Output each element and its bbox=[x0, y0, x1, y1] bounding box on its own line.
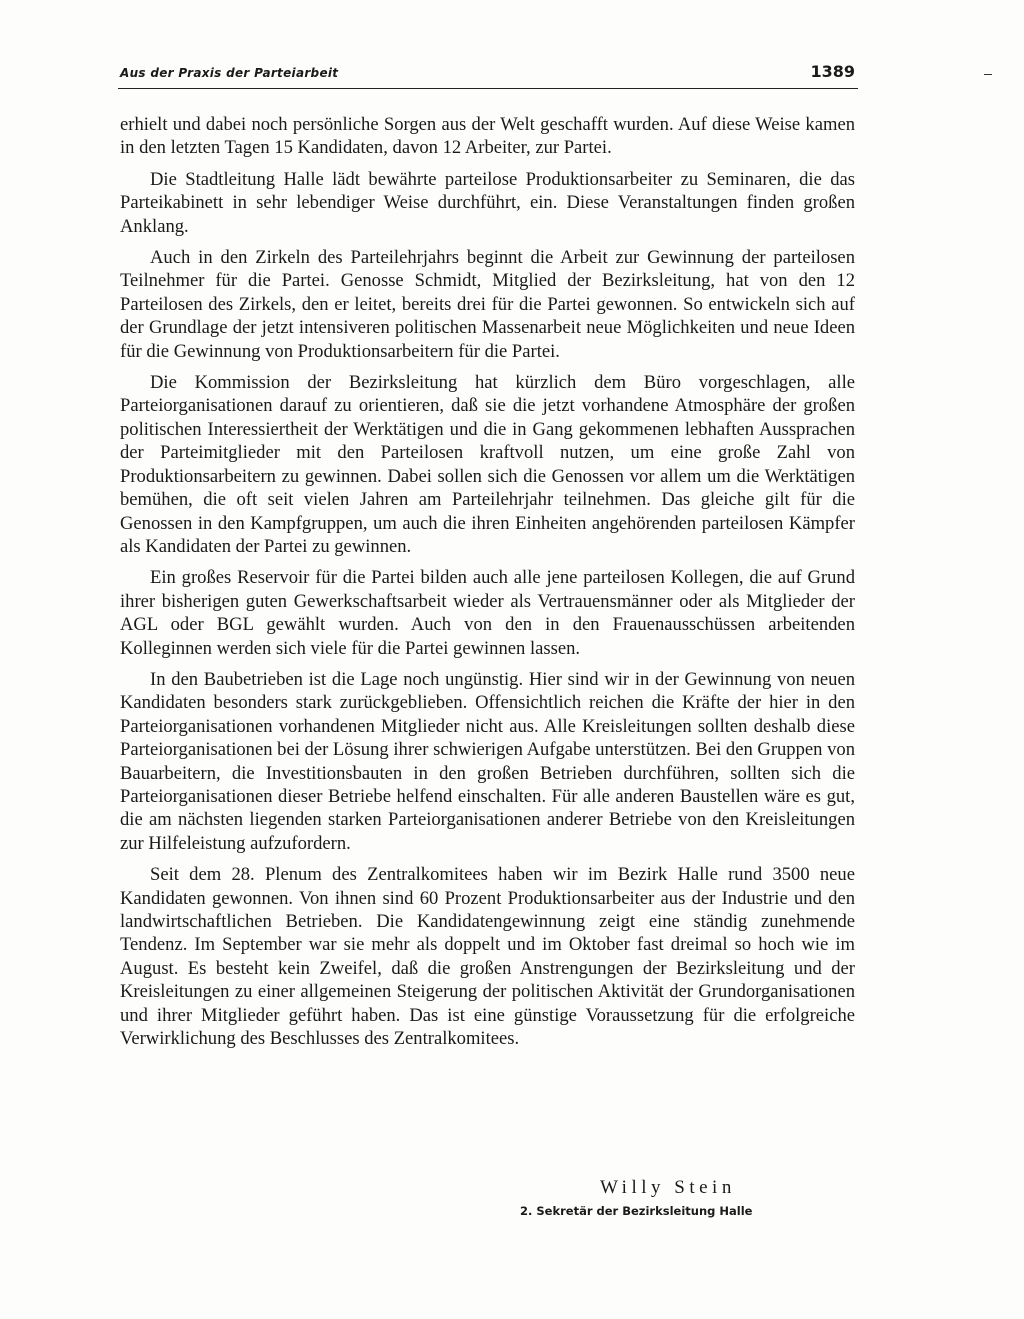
page-number: 1389 bbox=[810, 62, 855, 81]
margin-mark bbox=[984, 74, 992, 75]
paragraph: Ein großes Reservoir für die Partei bilden auch alle jene parteilosen Kollegen, die auf Grund ihrer bisherigen guten Gewerkschaftsarbeit wieder als Vertrauensmänner oder als Mitglieder der AGL oder BGL gewählt wurden. Auch von den in den Frauenausschüssen arbeitenden Kolleginnen werden sich viele für die Partei gewinnen lassen. bbox=[120, 567, 855, 659]
author-role: 2. Sekretär der Bezirksleitung Halle bbox=[520, 1204, 753, 1218]
article-body bbox=[120, 113, 855, 1058]
author-signature: Willy Stein bbox=[600, 1177, 736, 1198]
paragraph: erhielt und dabei noch persönliche Sorgen aus der Welt geschafft wurden. Auf diese Weise kamen in den letzten Tagen 15 Kandidaten, davon 12 Arbeiter, zur Partei. bbox=[120, 114, 855, 159]
paragraph: In den Baubetrieben ist die Lage noch ungünstig. Hier sind wir in der Gewinnung von neuen Kandidaten besonders stark zurückgeblieben. Offensichtlich reichen die Kräfte der hier in den Parteiorganisationen vorhandenen Mitglieder nicht aus. Alle Kreisleitungen sollten deshalb diese Parteiorganisationen bei der Lösung ihrer schwierigen Aufgabe unterstützen. Bei den Gruppen von Bauarbeitern, die Investitionsbauten in den großen Betrieben durchführen, sollten sich die Parteiorganisationen dieser Betriebe helfend einschalten. Für alle anderen Baustellen wäre es gut, die am nächsten liegenden starken Parteiorganisationen anderer Betriebe von den Kreisleitungen zur Hilfeleistung aufzufordern. bbox=[120, 668, 855, 854]
running-title: Aus der Praxis der Parteiarbeit bbox=[120, 66, 339, 80]
running-header bbox=[120, 62, 855, 86]
paragraph: Die Kommission der Bezirksleitung hat kürzlich dem Büro vorgeschlagen, alle Parteiorganisationen darauf zu orientieren, daß sie die jetzt vorhandene Atmosphäre der großen politischen Interessiertheit der Werktätigen und die in Gang gekommenen lebhaften Aussprachen der Parteimitglieder mit den Parteilosen kraftvoll nutzen, um eine große Zahl von Produktionsarbeitern zu gewinnen. Dabei sollen sich die Genossen vor allem um die Werktätigen bemühen, die oft seit vielen Jahren am Parteilehrjahr teilnehmen. Das gleiche gilt für die Genossen in den Kampfgruppen, um auch die ihren Einheiten angehörenden parteilosen Kämpfer als Kandidaten der Partei zu gewinnen. bbox=[120, 372, 855, 557]
paragraph: Die Stadtleitung Halle lädt bewährte parteilose Produktionsarbeiter zu Seminaren, die das Parteikabinett in sehr lebendiger Weise durchführt, ein. Diese Veranstaltungen finden großen Anklang. bbox=[120, 168, 855, 237]
paragraph: Auch in den Zirkeln des Parteilehrjahrs beginnt die Arbeit zur Gewinnung der parteilosen Teilnehmer für die Partei. Genosse Schmidt, Mitglied der Bezirksleitung, hat von den 12 Parteilosen des Zirkels, den er leitet, bereits drei für die Partei gewonnen. So entwickeln sich auf der Grundlage der jetzt intensiveren politischen Massenarbeit neue Möglichkeiten und neue Ideen für die Gewinnung von Produktionsarbeitern für die Partei. bbox=[120, 247, 855, 362]
paragraph: Seit dem 28. Plenum des Zentralkomitees haben wir im Bezirk Halle rund 3500 neue Kandidaten gewonnen. Von ihnen sind 60 Prozent Produktionsarbeiter aus der Industrie und den landwirtschaftlichen Betrieben. Die Kandidatengewinnung zeigt eine ständig zunehmende Tendenz. Im September war sie mehr als doppelt und im Oktober fast dreimal so hoch wie im August. Es besteht kein Zweifel, daß die großen Anstrengungen der Bezirksleitung und der Kreisleitungen zu einer allgemeinen Steigerung der politischen Aktivität der Grundorganisationen und ihrer Mitglieder geführt haben. Das ist eine günstige Voraussetzung für die erfolgreiche Verwirklichung des Beschlusses des Zentralkomitees. bbox=[120, 864, 855, 1050]
header-rule bbox=[118, 88, 858, 89]
